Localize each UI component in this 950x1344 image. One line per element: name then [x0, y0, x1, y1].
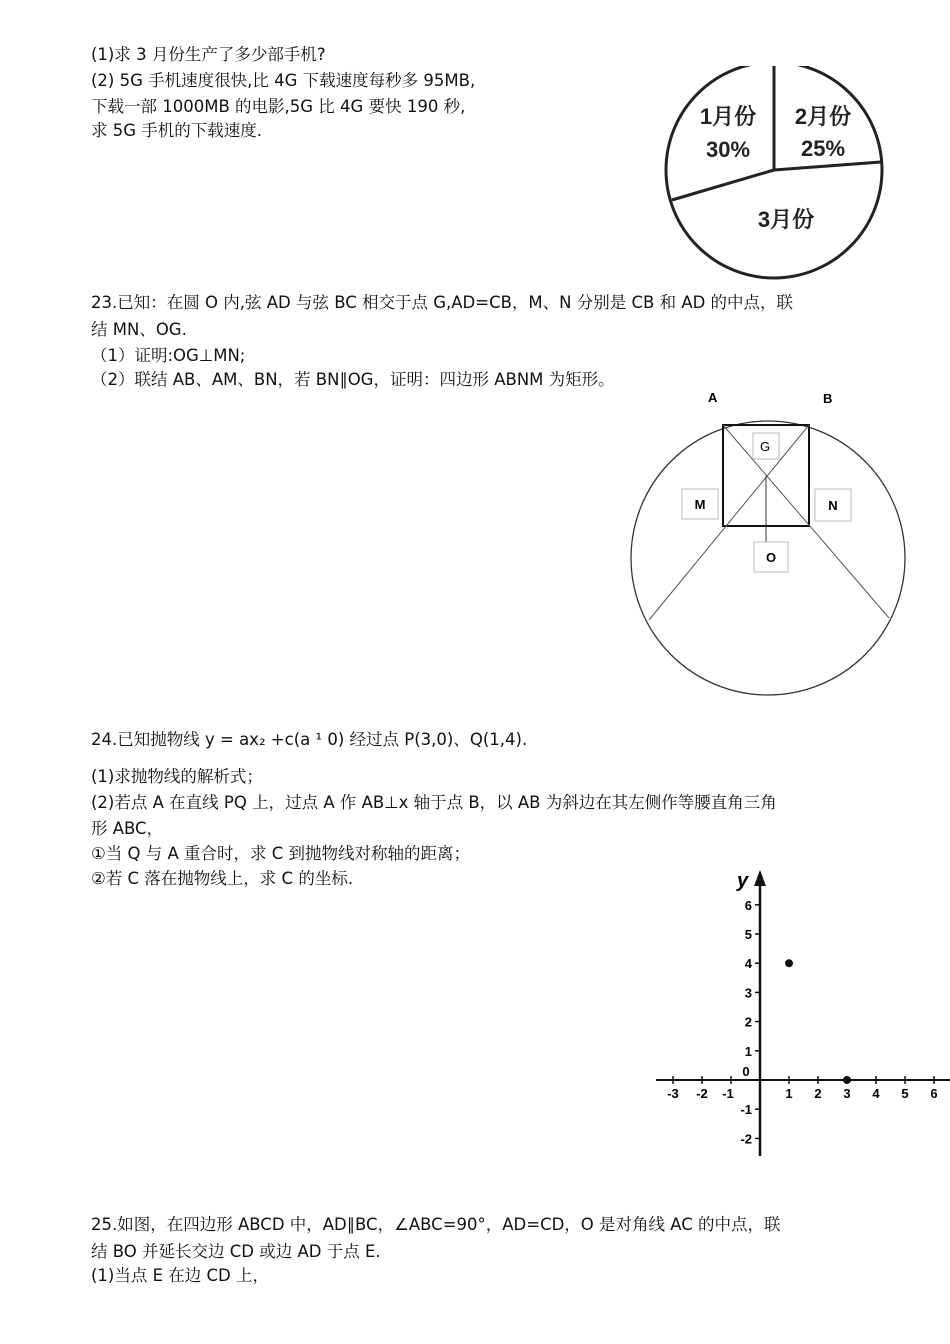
q23-line-4: （2）联结 AB、AM、BN，若 BN∥OG，证明：四边形 ABNM 为矩形。 [91, 370, 615, 389]
q22-line-2: (2) 5G 手机速度很快,比 4G 下载速度每秒多 95MB, [91, 71, 476, 90]
q22-line-3: 下载一部 1000MB 的电影,5G 比 4G 要快 190 秒, [91, 97, 466, 116]
x-tick-label: -3 [667, 1086, 679, 1101]
graph-point [785, 959, 793, 967]
pie-slice-2-label: 2月份 [794, 104, 852, 129]
label-M: M [694, 497, 706, 512]
label-B: B [823, 391, 833, 406]
y-axis-label: y [737, 870, 749, 892]
x-tick-label: 5 [901, 1086, 909, 1101]
q24-line-3: (2)若点 A 在直线 PQ 上，过点 A 作 AB⊥x 轴于点 B，以 AB 为斜边在其左侧作等腰直角三角 [91, 793, 777, 812]
x-tick-label: 4 [872, 1086, 880, 1101]
q24-line-6: ②若 C 落在抛物线上，求 C 的坐标. [91, 869, 354, 888]
pie-slice-2-value: 25% [800, 136, 846, 161]
y-tick-label: 3 [744, 985, 752, 1001]
q22-pie-figure [660, 66, 890, 281]
x-tick-label: -1 [722, 1086, 734, 1101]
x-tick-label: -2 [696, 1086, 708, 1101]
graph-point [843, 1076, 851, 1084]
q24-coordinate-graph [650, 864, 950, 1164]
pie-slice-1-value: 30% [705, 137, 751, 162]
y-tick-label: 2 [744, 1014, 752, 1030]
y-tick-label: 6 [744, 897, 752, 913]
y-tick-label: 4 [744, 956, 752, 972]
y-tick-label: -2 [740, 1131, 752, 1147]
y-tick-label: -1 [740, 1102, 752, 1118]
q24-line-2: (1)求抛物线的解析式； [91, 767, 263, 786]
x-tick-label: 6 [930, 1086, 938, 1101]
x-tick-label: 0 [742, 1064, 750, 1079]
x-tick-label: 1 [785, 1086, 793, 1101]
q23-line-1: 23.已知：在圆 O 内,弦 AD 与弦 BC 相交于点 G,AD=CB，M、N 分别是 CB 和 AD 的中点，联 [91, 293, 794, 312]
y-axis-arrow [754, 870, 766, 886]
q24-line-4: 形 ABC， [91, 819, 164, 838]
q23-circle-figure [620, 385, 920, 700]
chord-BC [649, 425, 809, 620]
label-N: N [828, 498, 838, 513]
q23-line-3: （1）证明:OG⊥MN; [91, 346, 246, 365]
label-A: A [708, 390, 718, 405]
q25-line-2: 结 BO 并延长交边 CD 或边 AD 于点 E. [91, 1242, 381, 1261]
x-tick-label: 3 [843, 1086, 851, 1101]
chord-AD [723, 425, 889, 618]
y-tick-label: 1 [744, 1043, 752, 1059]
y-tick-label: 5 [744, 927, 752, 942]
label-G: G [759, 439, 771, 454]
pie-slice-3-label: 3月份 [757, 207, 815, 232]
q25-line-3: (1)当点 E 在边 CD 上， [91, 1266, 270, 1285]
q24-line-5: ①当 Q 与 A 重合时，求 C 到抛物线对称轴的距离； [91, 844, 471, 863]
q23-line-2: 结 MN、OG. [91, 320, 187, 339]
q24-line-1: 24.已知抛物线 y = ax₂ +c(a ¹ 0) 经过点 P(3,0)、Q(1,4). [91, 730, 528, 749]
pie-slice-1-label: 1月份 [699, 104, 757, 129]
label-O: O [765, 550, 777, 565]
q25-line-1: 25.如图，在四边形 ABCD 中，AD∥BC，∠ABC=90°，AD=CD，O 是对角线 AC 的中点，联 [91, 1215, 781, 1234]
x-tick-label: 2 [814, 1086, 822, 1101]
q22-line-1: (1)求 3 月份生产了多少部手机? [91, 45, 326, 64]
q22-line-4: 求 5G 手机的下载速度. [91, 121, 263, 140]
